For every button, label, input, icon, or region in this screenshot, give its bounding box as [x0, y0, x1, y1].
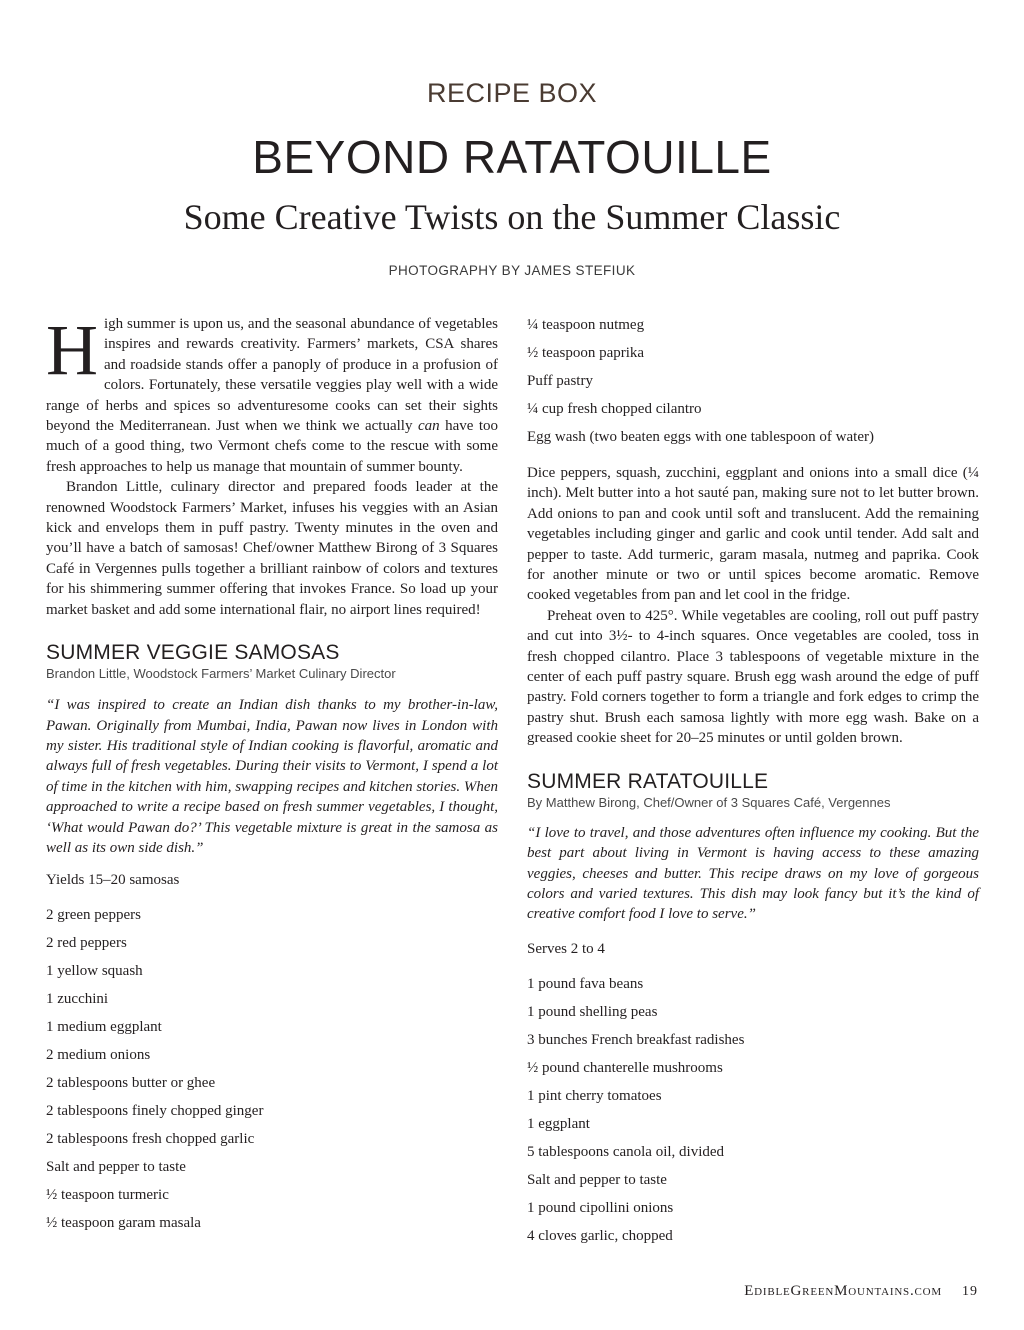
ingredient-item: Egg wash (two beaten eggs with one tablespoon of water) [527, 429, 874, 445]
ingredient-item: Puff pastry [527, 373, 593, 389]
right-column [527, 314, 979, 1250]
ingredient-item: 2 medium onions [46, 1047, 151, 1064]
ingredient-item: ¼ cup fresh chopped cilantro [527, 401, 702, 417]
samosa-method-2: Preheat oven to 425°. While vegetables are cooling, roll out puff pastry and cut into 3½- to 4-inch squares. Once vegetables are cooled, toss in fresh chopped cilantro. Place 3 tablespoons of vegetable mixture in the center of each puff pastry square. Brush egg wash around the edge of puff pastry. Fold corners together to form a triangle and fork edges to crimp the pastry shut. Brush each samosa lightly with more egg wash. Bake on a greased cookie sheet for 20–25 minutes or until golden brown. [527, 607, 979, 747]
left-column [46, 310, 499, 1237]
ratatouille-ingredient-list [527, 970, 979, 1250]
intro-paragraph-1 [46, 310, 499, 477]
ingredient-item: Salt and pepper to taste [46, 1159, 186, 1176]
page-subtitle: Some Creative Twists on the Summer Classic [183, 197, 841, 237]
footer-site-name: EdibleGreenMountains.com [744, 1283, 942, 1299]
ingredient-item: 2 tablespoons butter or ghee [46, 1075, 216, 1092]
ingredient-item: ½ teaspoon paprika [527, 345, 645, 361]
ratatouille-recipe-heading: SUMMER RATATOUILLE [527, 769, 769, 793]
intro-p1-text: igh summer is upon us, and the seasonal abundance of vegetables inspires and rewards creativity. Farmers’ markets, CSA shares and roadside stands offer a panoply of produce in a profusion of colors. Fortunately, these versatile veggies play well with a wide range of herbs and spices so adventuresome cooks can set their sights beyond the Mediterranean. Just when we think we actually [46, 316, 498, 435]
ingredient-item: ¼ teaspoon nutmeg [527, 317, 645, 333]
samosa-ingredient-list [46, 901, 498, 1237]
samosa-yield: Yields 15–20 samosas [46, 872, 180, 889]
samosa-recipe-heading: SUMMER VEGGIE SAMOSAS [46, 641, 340, 665]
ingredient-item: 1 eggplant [527, 1115, 590, 1132]
ingredient-item: 3 bunches French breakfast radishes [527, 1031, 745, 1048]
ingredient-item: 2 red peppers [46, 935, 127, 952]
section-label: RECIPE BOX [426, 78, 598, 108]
intro-p1-end: have too much of a good thing, two Vermont chefs come to the rescue with some fresh approaches to help us manage that mountain of summer bounty. [46, 418, 499, 475]
photo-credit: PHOTOGRAPHY BY JAMES STEFIUK [388, 263, 636, 278]
page-title: BEYOND RATATOUILLE [252, 131, 772, 183]
samosa-byline: Brandon Little, Woodstock Farmers’ Market Culinary Director [46, 666, 396, 682]
ingredient-item: Salt and pepper to taste [527, 1171, 667, 1188]
ingredient-item: 1 pound shelling peas [527, 1003, 658, 1020]
ingredient-item: 5 tablespoons canola oil, divided [527, 1143, 725, 1160]
page-number: 19 [962, 1284, 978, 1299]
ingredient-item: 1 pint cherry tomatoes [527, 1087, 662, 1104]
page-footer [744, 1283, 978, 1300]
ingredient-item: ½ teaspoon garam masala [46, 1215, 201, 1232]
ingredient-item: 2 tablespoons fresh chopped garlic [46, 1131, 255, 1148]
ingredient-item: 1 zucchini [46, 991, 109, 1008]
ingredient-item: 2 tablespoons finely chopped ginger [46, 1103, 264, 1120]
ingredient-item: 1 medium eggplant [46, 1019, 162, 1036]
ingredient-item: 2 green peppers [46, 907, 141, 924]
intro-paragraph-2: Brandon Little, culinary director and prepared foods leader at the renowned Woodstock Farmers’ Market, infuses his veggies with an Asian kick and envelops them in puff pastry. Twenty minutes in the oven and you’ll have a batch of samosas! Chef/owner Matthew Birong of 3 Squares Café in Vergennes pulls together a brilliant rainbow of colors and textures for his shimmering summer offering that invokes France. So load up your market basket and add some international flair, no airport lines required! [46, 479, 498, 618]
ingredient-item: ½ teaspoon turmeric [46, 1187, 169, 1204]
samosa-quote: “I was inspired to create an Indian dish thanks to my brother-in-law, Pawan. Originally from Mumbai, India, Pawan now lives in London with my sister. His traditional style of Indian cooking is flavorful, aromatic and always full of fresh vegetables. During their visits to Vermont, I spend a lot of time in the kitchen with him, swapping recipes and kitchen stories. When approached to write a recipe based on fresh summer vegetables, I thought, ‘What would Pawan do?’ This vegetable mixture is great in the samosa as well as its own side dish.” [46, 697, 498, 856]
samosa-method-1: Dice peppers, squash, zucchini, eggplant and onions into a small dice (¼ inch). Melt butter into a hot sauté pan, making sure not to let butter brown. Add onions to pan and cook until soft and translucent. Add the remaining vegetables including ginger and garlic and cook until tender. Add salt and pepper to taste. Add turmeric, garam masala, nutmeg and paprika. Cook for another minute or two or until spices become aromatic. Remove cooked vegetables from pan and let cool in the fridge. [527, 465, 979, 604]
intro-p1-emphasis: can [417, 418, 440, 435]
ingredient-item: 4 cloves garlic, chopped [527, 1227, 673, 1244]
ingredient-item: 1 yellow squash [46, 963, 143, 980]
ingredient-item: ½ pound chanterelle mushrooms [527, 1059, 723, 1076]
drop-cap: H [46, 310, 98, 390]
ratatouille-serves: Serves 2 to 4 [527, 940, 605, 957]
samosa-ingredient-list-continued [527, 311, 979, 451]
ratatouille-quote: “I love to travel, and those adventures often influence my cooking. But the best part about living in Vermont is having access to these amazing veggies, cheeses and butter. This recipe draws on my love of gorgeous colors and varied textures. This dish may look fancy but it’s the kind of creative comfort food I love to serve.” [527, 824, 979, 923]
ingredient-item: 1 pound cipollini onions [527, 1199, 674, 1216]
ratatouille-byline: By Matthew Birong, Chef/Owner of 3 Squares Café, Vergennes [527, 794, 891, 810]
ingredient-item: 1 pound fava beans [527, 975, 644, 992]
